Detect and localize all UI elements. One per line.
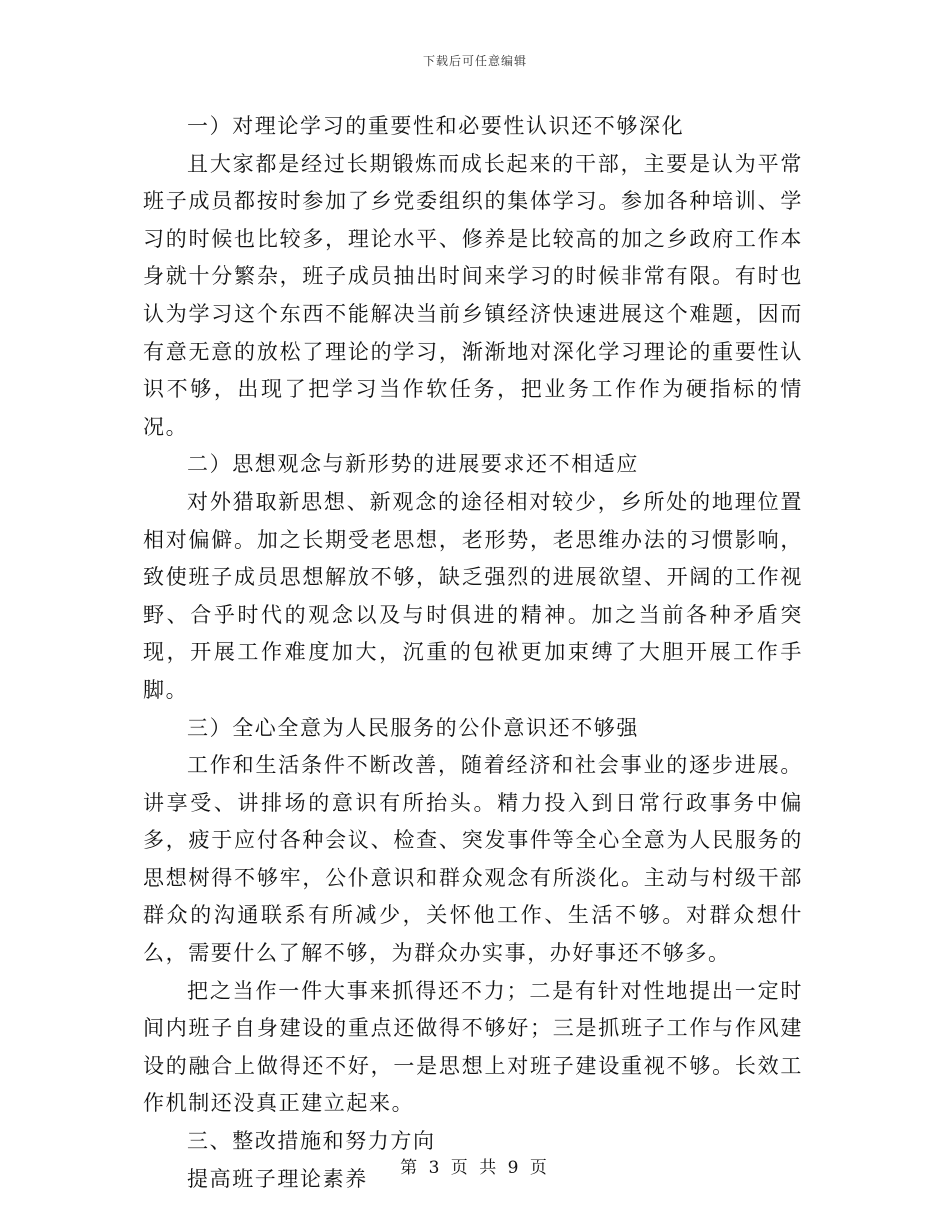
body-paragraph: 工作和生活条件不断改善，随着经济和社会事业的逐步进展。讲享受、讲排场的意识有所抬头。精力投入到日常行政事务中偏多，疲于应付各种会议、检查、突发事件等全心全意为人民服务的思想树得不够牢，公仆意识和群众观念有所淡化。主动与村级干部群众的沟通联系有所减少，关怀他工作、生活不够。对群众想什么，需要什么了解不够，为群众办实事，办好事还不够多。 <box>143 753 803 966</box>
body-paragraph: 把之当作一件大事来抓得还不力；二是有针对性地提出一定时间内班子自身建设的重点还做得不够好；三是抓班子工作与作风建设的融合上做得还不好，一是思想上对班子建设重视不够。长效工作机制还没真正建立起来。 <box>143 978 803 1116</box>
document-body <box>143 108 803 1198</box>
page-number-footer: 第 3 页 共 9 页 <box>400 1158 550 1178</box>
subsection-heading-1: 一）对理论学习的重要性和必要性认识还不够深化 <box>187 114 685 138</box>
subsection-heading-2: 二）思想观念与新形势的进展要求还不相适应 <box>187 452 639 477</box>
section-heading: 三、整改措施和努力方向 <box>187 1129 436 1154</box>
body-paragraph: 对外猎取新思想、新观念的途径相对较少，乡所处的地理位置相对偏僻。加之长期受老思想，老形势，老思维办法的习惯影响，致使班子成员思想解放不够，缺乏强烈的进展欲望、开阔的工作视野、合乎时代的观念以及与时俱进的精神。加之当前各种矛盾突现，开展工作难度加大，沉重的包袱更加束缚了大胆开展工作手脚。 <box>143 489 803 702</box>
body-paragraph: 且大家都是经过长期锻炼而成长起来的干部，主要是认为平常班子成员都按时参加了乡党委组织的集体学习。参加各种培训、学习的时候也比较多，理论水平、修养是比较高的加之乡政府工作本身就十分繁杂，班子成员抽出时间来学习的时候非常有限。有时也认为学习这个东西不能解决当前乡镇经济快速进展这个难题，因而有意无意的放松了理论的学习，渐渐地对深化学习理论的重要性认识不够，出现了把学习当作软任务，把业务工作作为硬指标的情况。 <box>143 151 803 439</box>
subsection-heading-3: 三）全心全意为人民服务的公仆意识还不够强 <box>187 715 639 740</box>
subsection-heading: 提高班子理论素养 <box>187 1166 368 1191</box>
page-header: 下载后可任意编辑 <box>422 54 527 68</box>
